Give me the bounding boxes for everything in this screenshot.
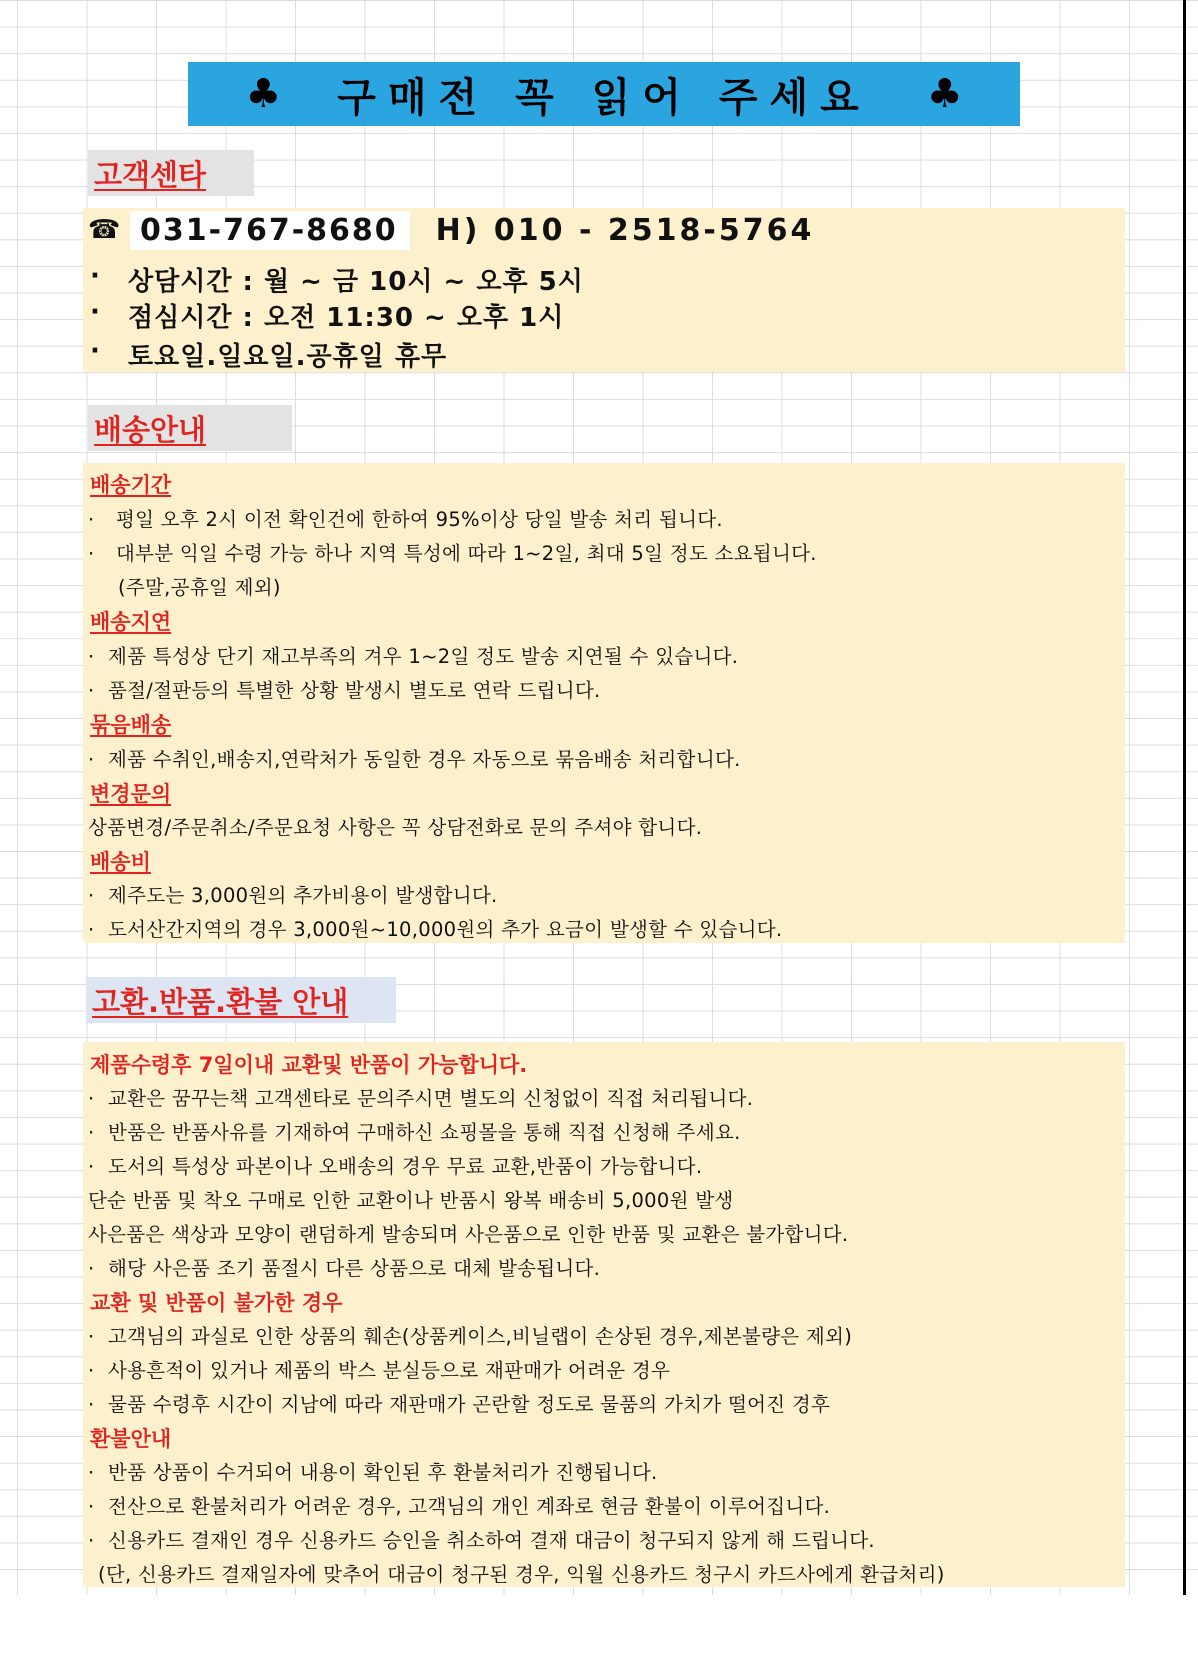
delivery-panel (83, 463, 1125, 943)
lunch-line: · 점심시간 : 오전 11:30 ~ 오후 1시 (90, 297, 565, 333)
mobile-number: H) 010 - 2518-5764 (435, 212, 815, 248)
bullet: · (90, 336, 101, 366)
list-item: · 평일 오후 2시 이전 확인건에 한하여 95%이상 당일 발송 처리 됩니다. (88, 508, 723, 531)
hours-line: · 상담시간 : 월 ~ 금 10시 ~ 오후 5시 (90, 261, 584, 297)
list-item: (단, 신용카드 결재일자에 맞추어 대금이 청구된 경우, 익월 신용카드 청구시 카드사에게 환급처리) (98, 1563, 945, 1586)
holiday-line: · 토요일.일요일.공휴일 휴무 (90, 336, 448, 372)
notice-banner (188, 62, 1020, 126)
list-item: · 교환은 꿈꾸는책 고객센타로 문의주시면 별도의 신청없이 직접 처리됩니다. (88, 1087, 754, 1110)
club-icon: ♣ (926, 71, 963, 117)
list-item: 상품변경/주문취소/주문요청 사항은 꼭 상담전화로 문의 주셔야 합니다. (88, 816, 703, 839)
bullet: · (90, 297, 101, 327)
list-item: · 반품은 반품사유를 기재하여 구매하신 쇼핑몰을 통해 직접 신청해 주세요. (88, 1121, 741, 1144)
list-item: · 해당 사은품 조기 품절시 다른 상품으로 대체 발송됩니다. (88, 1257, 601, 1280)
club-icon: ♣ (245, 71, 282, 117)
page-right-border (1183, 0, 1186, 1670)
telephone-icon: ☎ (88, 215, 121, 245)
delivery-delay-title: 배송지연 (90, 610, 172, 634)
list-item: · 신용카드 결재인 경우 신용카드 승인을 취소하여 결재 대금이 청구되지 않게 해 드립니다. (88, 1529, 875, 1552)
customer-center-heading: 고객센타 (88, 150, 254, 196)
list-item: · 도서산간지역의 경우 3,000원~10,000원의 추가 요금이 발생할 수 있습니다. (88, 918, 783, 941)
phone-row (88, 208, 814, 252)
list-item: 단순 반품 및 착오 구매로 인한 교환이나 반품시 왕복 배송비 5,000원 발생 (88, 1189, 734, 1212)
phone-number: 031-767-8680 (130, 211, 410, 250)
delivery-heading: 배송안내 (88, 405, 292, 451)
list-item: (주말,공휴일 제외) (118, 576, 281, 599)
delivery-period-title: 배송기간 (90, 473, 172, 497)
not-allowed-title: 교환 및 반품이 불가한 경우 (90, 1291, 343, 1315)
list-item: · 전산으로 환불처리가 어려운 경우, 고객님의 개인 계좌로 현금 환불이 이루어집니다. (88, 1495, 831, 1518)
bullet: · (90, 261, 101, 291)
list-item: · 대부분 익일 수령 가능 하나 지역 특성에 따라 1~2일, 최대 5일 정도 소요됩니다. (88, 542, 817, 565)
list-item: · 제주도는 3,000원의 추가비용이 발생합니다. (88, 884, 498, 907)
bundle-delivery-title: 묶음배송 (90, 713, 172, 737)
list-item: · 반품 상품이 수거되어 내용이 확인된 후 환불처리가 진행됩니다. (88, 1461, 658, 1484)
exchange-heading: 고환.반품.환불 안내 (86, 977, 396, 1023)
list-item: · 고객님의 과실로 인한 상품의 훼손(상품케이스,비닐랩이 손상된 경우,제본불량은 제외) (88, 1325, 853, 1348)
list-item: · 사용흔적이 있거나 제품의 박스 분실등으로 재판매가 어려운 경우 (88, 1359, 671, 1382)
change-inquiry-title: 변경문의 (90, 782, 172, 806)
page-bottom-blank (0, 1595, 1198, 1670)
refund-title: 환불안내 (90, 1427, 172, 1451)
list-item: · 도서의 특성상 파본이나 오배송의 경우 무료 교환,반품이 가능합니다. (88, 1155, 703, 1178)
banner-title: 구매전 꼭 읽어 주세요 (337, 74, 871, 121)
list-item: · 제품 특성상 단기 재고부족의 겨우 1~2일 정도 발송 지연될 수 있습니다. (88, 645, 739, 668)
exchange-intro: 제품수령후 7일이내 교환및 반품이 가능합니다. (90, 1053, 528, 1077)
delivery-fee-title: 배송비 (90, 850, 151, 874)
list-item: · 제품 수취인,배송지,연락처가 동일한 경우 자동으로 묶음배송 처리합니다. (88, 748, 741, 771)
list-item: · 물품 수령후 시간이 지남에 따라 재판매가 곤란할 정도로 물품의 가치가 떨어진 경후 (88, 1393, 831, 1416)
list-item: · 품절/절판등의 특별한 상황 발생시 별도로 연락 드립니다. (88, 679, 601, 702)
list-item: 사은품은 색상과 모양이 랜덤하게 발송되며 사은품으로 인한 반품 및 교환은 불가합니다. (88, 1223, 849, 1246)
